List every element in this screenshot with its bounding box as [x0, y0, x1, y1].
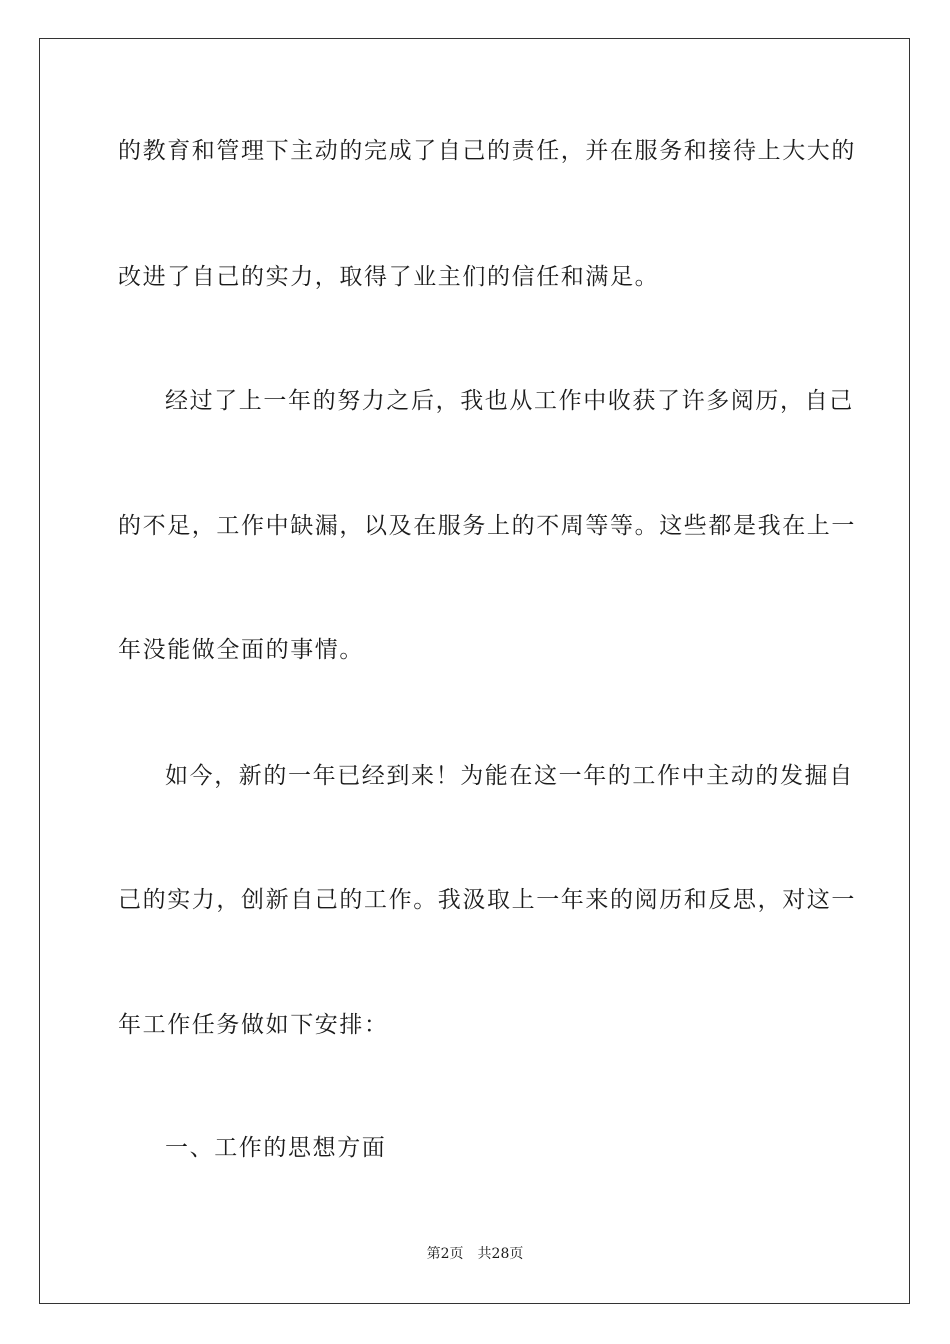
text-line: 己的实力，创新自己的工作。我汲取上一年来的阅历和反思，对这一: [118, 887, 856, 913]
page-border: [39, 38, 910, 1304]
section-heading: 一、工作的思想方面: [165, 1135, 387, 1161]
text-line: 的不足，工作中缺漏，以及在服务上的不周等等。这些都是我在上一: [118, 513, 856, 539]
text-line: 改进了自己的实力，取得了业主们的信任和满足。: [118, 264, 660, 290]
text-line: 年工作任务做如下安排：: [118, 1012, 389, 1038]
paragraph-first-line: 如今，新的一年已经到来！为能在这一年的工作中主动的发掘自: [165, 763, 854, 789]
page-number: 第2页: [426, 1246, 464, 1262]
page-total: 共28页: [477, 1246, 524, 1262]
text-line: 的教育和管理下主动的完成了自己的责任，并在服务和接待上大大的: [118, 138, 856, 164]
paragraph-first-line: 经过了上一年的努力之后，我也从工作中收获了许多阅历，自己: [165, 388, 854, 414]
text-line: 年没能做全面的事情。: [118, 637, 364, 663]
page-footer: [0, 1244, 950, 1264]
